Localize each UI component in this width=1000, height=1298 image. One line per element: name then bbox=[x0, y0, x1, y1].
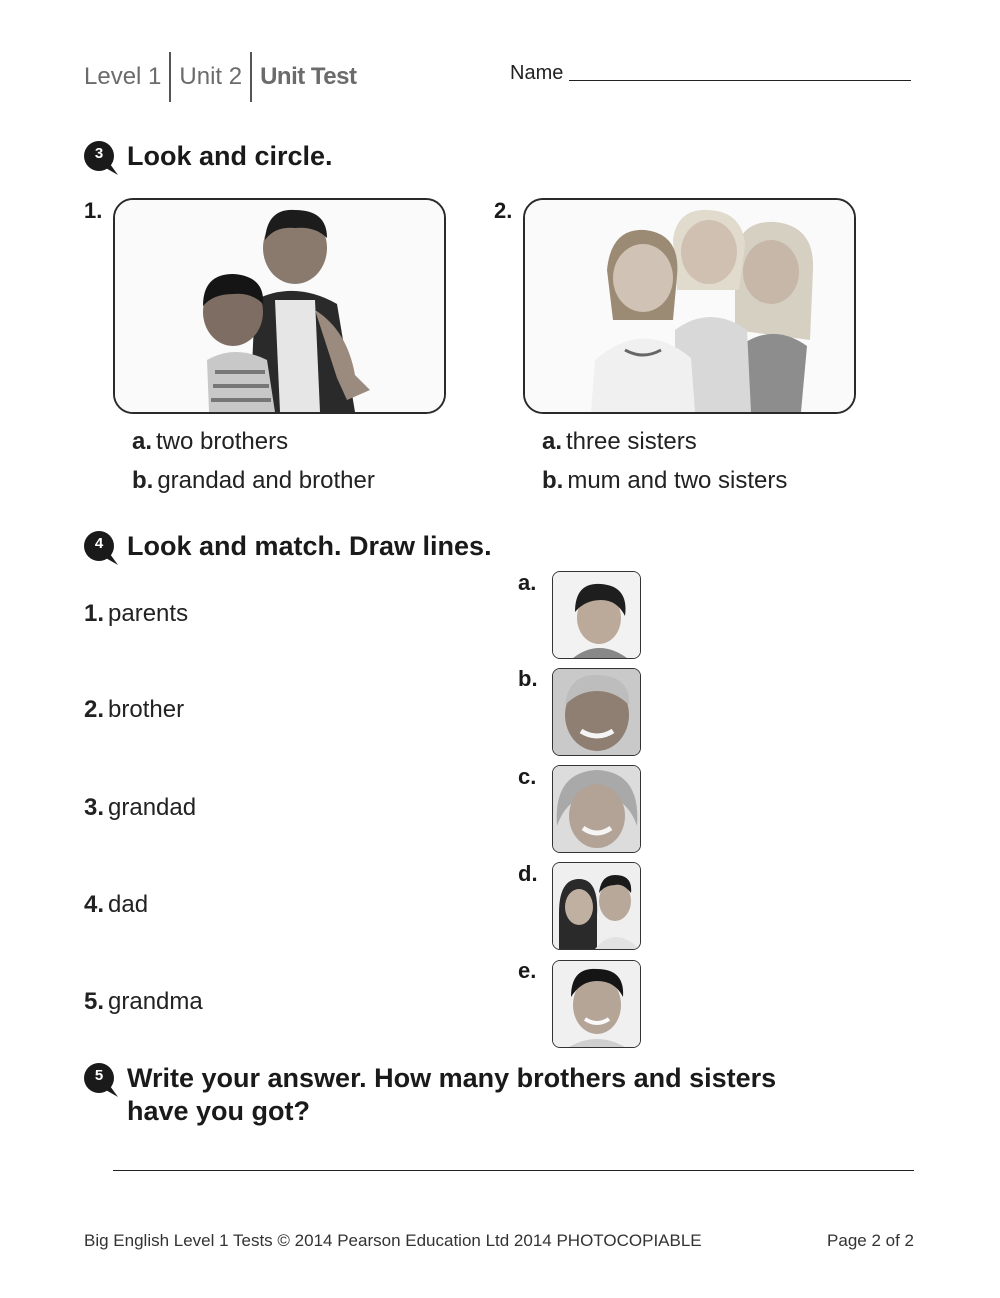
match-item-brother[interactable]: 2. brother bbox=[84, 696, 185, 723]
match-item-grandad[interactable]: 3. grandad bbox=[84, 794, 197, 821]
section-number-badge: 3 bbox=[84, 140, 116, 176]
section-4-heading bbox=[84, 530, 492, 566]
section-number-badge: 5 bbox=[84, 1062, 116, 1098]
name-label: Name bbox=[510, 62, 564, 84]
test-type-label: Unit Test bbox=[260, 63, 357, 90]
page-number: Page 2 of 2 bbox=[827, 1231, 914, 1250]
section-title-line: Write your answer. How many brothers and sisters bbox=[127, 1063, 777, 1093]
section-title bbox=[127, 1062, 776, 1128]
photo-grandma[interactable] bbox=[552, 765, 641, 853]
option-1a[interactable]: a. two brothers bbox=[132, 428, 289, 455]
picture-letter: b. bbox=[518, 666, 538, 691]
copyright-text: Big English Level 1 Tests © 2014 Pearson Education Ltd 2014 PHOTOCOPIABLE bbox=[84, 1231, 702, 1250]
level-label: Level 1 bbox=[84, 63, 162, 90]
section-title: Look and match. Draw lines. bbox=[127, 531, 492, 561]
option-2a[interactable]: a. three sisters bbox=[542, 428, 697, 455]
picture-letter: e. bbox=[518, 958, 537, 983]
option-2b[interactable]: b. mum and two sisters bbox=[542, 467, 788, 494]
page-footer bbox=[84, 1231, 914, 1251]
question-number: 2. bbox=[494, 198, 513, 223]
option-1b[interactable]: b. grandad and brother bbox=[132, 467, 375, 494]
question-number: 1. bbox=[84, 198, 103, 223]
section-number-badge: 4 bbox=[84, 530, 116, 566]
section-title: Look and circle. bbox=[127, 141, 333, 171]
picture-letter: c. bbox=[518, 764, 537, 789]
answer-line[interactable] bbox=[113, 1170, 914, 1171]
section-title-line: have you got? bbox=[127, 1096, 311, 1126]
name-field[interactable] bbox=[510, 62, 911, 85]
photo-boy[interactable] bbox=[552, 571, 641, 659]
photo-two-boys bbox=[113, 198, 446, 414]
match-item-grandma[interactable]: 5. grandma bbox=[84, 988, 203, 1015]
unit-label: Unit 2 bbox=[179, 63, 243, 90]
test-header bbox=[84, 58, 364, 96]
picture-letter: a. bbox=[518, 570, 537, 595]
photo-dad[interactable] bbox=[552, 960, 641, 1048]
photo-grandad[interactable] bbox=[552, 668, 641, 756]
photo-parents[interactable] bbox=[552, 862, 641, 950]
match-item-dad[interactable]: 4. dad bbox=[84, 891, 149, 918]
section-5-heading bbox=[84, 1062, 776, 1128]
match-item-parents[interactable]: 1. parents bbox=[84, 600, 189, 627]
section-3-heading bbox=[84, 140, 333, 176]
picture-letter: d. bbox=[518, 861, 538, 886]
photo-three-girls bbox=[523, 198, 856, 414]
name-line[interactable] bbox=[569, 80, 911, 81]
